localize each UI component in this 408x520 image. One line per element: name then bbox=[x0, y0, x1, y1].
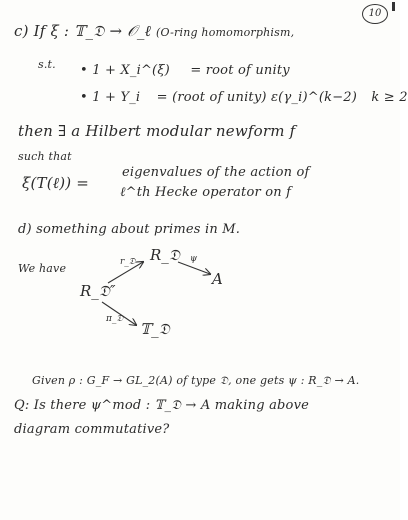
bullet: • bbox=[80, 90, 88, 105]
xi-expression: ξ(T(ℓ)) = bbox=[22, 174, 90, 192]
part-c-note: (O-ring homomorphism, bbox=[155, 26, 295, 39]
we-have-line: We have bbox=[18, 262, 67, 275]
page-number: 10 bbox=[362, 4, 388, 24]
eigen-line-1: eigenvalues of the action of bbox=[122, 165, 310, 180]
condition-2-expr: 1 + Y_i bbox=[92, 90, 141, 105]
such-that-abbrev: s.t. bbox=[38, 58, 56, 71]
part-d-heading: d) something about primes in M. bbox=[18, 222, 241, 237]
bullet: • bbox=[80, 63, 88, 78]
condition-1-expr: 1 + X_i^(ξ) bbox=[92, 63, 170, 78]
node-top: R_𝔇 bbox=[150, 246, 180, 264]
node-bottom: 𝕋_𝔇 bbox=[140, 320, 170, 338]
given-line: Given ρ : G_F → GL_2(A) of type 𝔇, one gets ψ : R_𝔇 → A. bbox=[32, 374, 360, 387]
label-bottom-arrow: π_𝔇 bbox=[106, 314, 124, 324]
such-that-line: such that bbox=[18, 150, 72, 163]
then-line: then ∃ a Hilbert modular newform f bbox=[18, 122, 296, 140]
label-top-arrow: r_𝔇 bbox=[120, 257, 136, 267]
part-c-map: ξ : 𝕋_𝔇 → 𝒪_ℓ bbox=[50, 22, 152, 40]
question-line-2: diagram commutative? bbox=[14, 422, 170, 437]
eigen-line-2: ℓ^th Hecke operator on f bbox=[120, 185, 292, 200]
node-left: R_𝔇″ bbox=[80, 282, 116, 300]
node-right: A bbox=[212, 270, 223, 288]
part-c-prefix: c) If bbox=[14, 22, 46, 40]
condition-1-rhs: = root of unity bbox=[190, 63, 290, 78]
question-line-1: Q: Is there ψ^mod : 𝕋_𝔇 → A making above bbox=[14, 398, 310, 413]
label-right-arrow: ψ bbox=[190, 254, 198, 264]
condition-2-extra: k ≥ 2 bbox=[371, 90, 408, 105]
condition-2-rhs: = (root of unity) ε(γ_i)^(k−2) bbox=[156, 90, 358, 105]
